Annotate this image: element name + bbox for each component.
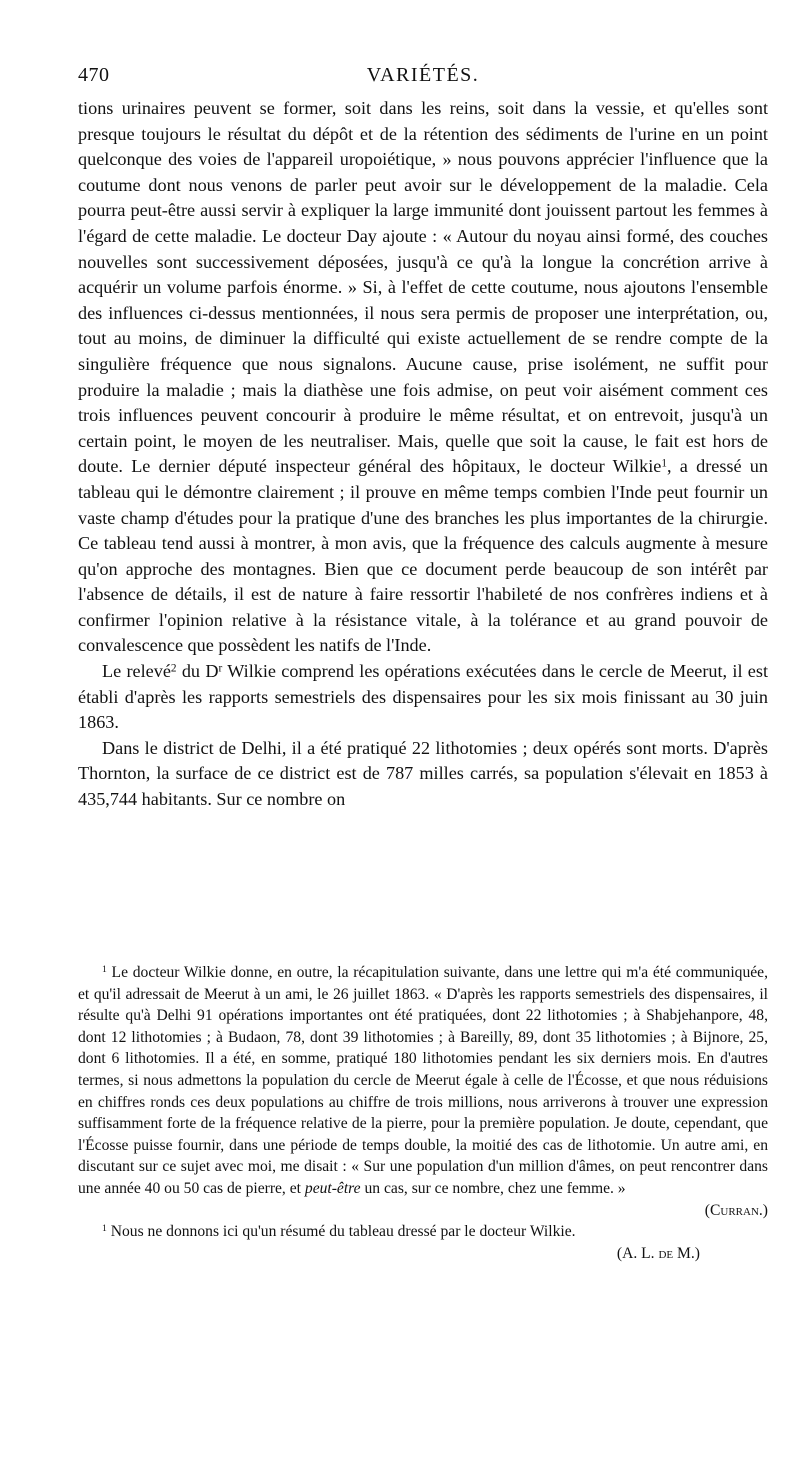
signature: (Curran.) <box>704 1201 768 1219</box>
paragraph-text: tions urinaires peuvent se former, soit dans les reins, soit dans la vessie, et qu'elles sont presque toujours le résultat du dépôt et de la rétention des sédiments de l'urine en un point quelconque des voies de l'appareil uropoiétique, » nous pouvons apprécier l'influence que la coutume dont nous venons de parler peut avoir sur le développement de la maladie. Cela pourra peut-être aussi servir à expliquer la large immunité dont jouissent partout les femmes à l'égard de cette maladie. Le docteur Day ajoute : « Autour du noyau ainsi formé, des couches nouvelles sont successivement déposées, jusqu'à ce qu'à la longue la concrétion arrive à acquérir un volume parfois énorme. » Si, à l'effet de cette coutume, nous ajoutons l'ensemble des influences ci-dessus mentionnées, il nous sera permis de proposer une interprétation, ou, tout au moins, de diminuer la difficulté qui existe actuellement de se rendre compte de la singulière fréquence que nous signalons. Aucune cause, prise isolément, ne suffit pour produire la maladie ; mais la diathèse une fois admise, on peut voir aisément comment ces trois influences peuvent concourir à produire le même résultat, et on entrevoit, jusqu'à un certain point, le moyen de les neutraliser. Mais, quelle que soit la cause, le fait est hors de doute. Le dernier député inspecteur général des hôpitaux, le docteur Wilkie <box>78 98 768 477</box>
running-head: VARIÉTÉS. <box>366 64 480 86</box>
signature: (A. L. de M.) <box>616 1244 700 1262</box>
page-header <box>78 64 768 90</box>
paragraph-text: , a dressé un tableau qui le démontre clairement ; il prouve en même temps combien l'Inde peut fournir un vaste champ d'études pour la pratique d'une des branches les plus importantes de la chirurgie. Ce tableau tend aussi à montrer, à mon avis, que la fréquence des calculs augmente à mesure qu'on approche des montagnes. Bien que ce document perde beaucoup de son intérêt par l'absence de détails, il est de nature à faire ressortir l'habileté de nos confrères indiens et à confirmer l'opinion relative à la résistance vitale, à la tolérance et au grand pouvoir de convalescence que possèdent les natifs de l'Inde. <box>78 456 768 656</box>
paragraph-releve <box>78 659 768 736</box>
footnote-marker: 1 <box>102 964 107 976</box>
footnote-2-signature <box>78 1243 768 1265</box>
footnote-1 <box>78 962 768 1200</box>
footnote-text-end: un cas, sur ce nombre, chez une femme. » <box>360 1179 626 1197</box>
footnotes <box>78 962 768 1264</box>
footnote-text: Le docteur Wilkie donne, en outre, la récapitulation suivante, dans une lettre qui m'a été communiquée, et qu'il adressait de Meerut à un ami, le 26 juillet 1863. « D'après les rapports semestriels des dispensaires, il résulte qu'à Delhi 91 opérations importantes ont été pratiquées, dont 22 lithotomies ; à Shabjehanpore, 48, dont 12 lithotomies ; à Budaon, 78, dont 39 lithotomies ; à Bareilly, 89, dont 35 lithotomies ; à Bijnore, 25, dont 6 lithotomies. Il a été, en somme, pratiqué 180 lithotomies pendant les six derniers mois. En d'autres termes, si nous admettons la population du cercle de Meerut égale à celle de l'Écosse, et que nous réduisions en chiffres ronds ces deux populations au chiffre de trois millions, nous arriverons à trouver une expression suffisamment forte de la fréquence relative de la pierre, pour la première population. Je doute, cependant, que l'Écosse puisse fournir, dans une période de temps double, la moitié des cas de lithotomie. Un autre ami, en discutant sur ce sujet avec moi, me disait : « Sur une population d'un million d'âmes, on peut rencontrer dans une année 40 ou 50 cas de pierre, et <box>78 964 768 1197</box>
abbrev-superscript: r <box>218 662 223 675</box>
footnote-text: Nous ne donnons ici qu'un résumé du tableau dressé par le docteur Wilkie. <box>106 1223 576 1241</box>
footnote-marker: 1 <box>102 1223 107 1235</box>
footnote-ref: 1 <box>661 457 667 470</box>
footnote-italic: peut-être <box>304 1179 361 1197</box>
paragraph-text: Le relevé <box>102 661 171 682</box>
footnote-2 <box>78 1221 768 1243</box>
page-number: 470 <box>78 64 110 86</box>
paragraph-delhi: Dans le district de Delhi, il a été pratiqué 22 lithotomies ; deux opérés sont morts. D'après Thornton, la surface de ce district est de 787 milles carrés, sa population s'élevait en 1853 à 435,744 habitants. Sur ce nombre on <box>78 737 768 810</box>
paragraph-continuation <box>78 96 768 659</box>
main-text <box>78 96 768 813</box>
footnote-1-signature <box>78 1200 768 1222</box>
paragraph-text: Wilkie comprend les opérations exécutées dans le cercle de Meerut, il est établi d'après les rapports semestriels des dispensaires pour les six mois finissant au 30 juin 1863. <box>78 661 768 733</box>
paragraph-text: du D <box>176 661 219 682</box>
footnote-ref: 2 <box>170 662 177 675</box>
